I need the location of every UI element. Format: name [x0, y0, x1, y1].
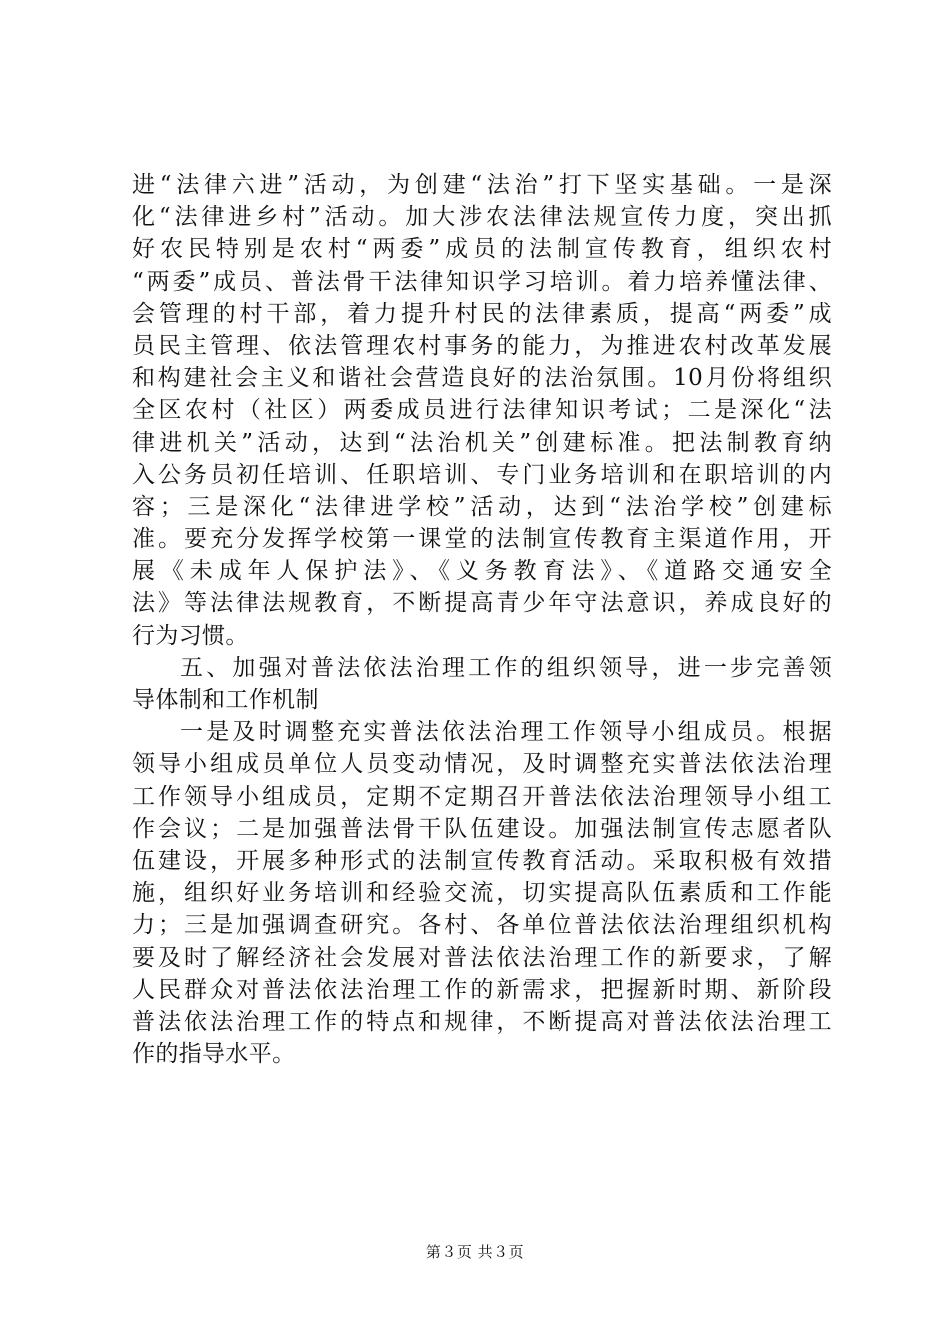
text-line: 伍建设，开展多种形式的法制宣传教育活动。采取积极有效措	[132, 847, 832, 874]
text-line: 要及时了解经济社会发展对普法依法治理工作的新要求，了解	[132, 944, 832, 971]
text-line: 一是及时调整充实普法依法治理工作领导小组成员。根据	[180, 719, 832, 746]
text-line: 作的指导水平。	[132, 1041, 296, 1068]
text-line: 会管理的村干部，着力提升村民的法律素质，提高“两委”成	[132, 300, 832, 327]
text-line: “两委”成员、普法骨干法律知识学习培训。着力培养懂法律、	[132, 268, 832, 295]
section-heading-line: 五、加强对普法依法治理工作的组织领导，进一步完善领	[180, 654, 832, 681]
text-line: 领导小组成员单位人员变动情况，及时调整充实普法依法治理	[132, 751, 832, 778]
page-number-footer: 第３页 共３页	[425, 1243, 525, 1261]
text-line: 容；三是深化“法律进学校”活动，达到“法治学校”创建标	[132, 493, 832, 520]
text-line: 作会议；二是加强普法骨干队伍建设。加强法制宣传志愿者队	[132, 815, 832, 842]
text-line: 力；三是加强调查研究。各村、各单位普法依法治理组织机构	[132, 912, 832, 939]
text-line: 施，组织好业务培训和经验交流，切实提高队伍素质和工作能	[132, 880, 832, 907]
document-body	[132, 169, 832, 1070]
text-line: 展《未成年人保护法》、《义务教育法》、《道路交通安全	[132, 558, 832, 585]
text-line: 律进机关”活动，达到“法治机关”创建标准。把法制教育纳	[132, 429, 832, 456]
text-line: 准。要充分发挥学校第一课堂的法制宣传教育主渠道作用，开	[132, 526, 832, 553]
text-line: 全区农村（社区）两委成员进行法律知识考试；二是深化“法	[132, 397, 832, 424]
text-line: 人民群众对普法依法治理工作的新需求，把握新时期、新阶段	[132, 976, 832, 1003]
text-line: 和构建社会主义和谐社会营造良好的法治氛围。10月份将组织	[132, 365, 832, 392]
text-line: 化“法律进乡村”活动。加大涉农法律法规宣传力度，突出抓	[132, 204, 832, 231]
text-line: 行为习惯。	[132, 622, 249, 649]
text-line: 普法依法治理工作的特点和规律，不断提高对普法依法治理工	[132, 1008, 832, 1035]
text-line: 员民主管理、依法管理农村事务的能力，为推进农村改革发展	[132, 332, 832, 359]
section-heading-line: 导体制和工作机制	[132, 687, 319, 713]
text-line: 进“法律六进”活动，为创建“法治”打下坚实基础。一是深	[132, 172, 832, 198]
text-line: 工作领导小组成员，定期不定期召开普法依法治理领导小组工	[132, 783, 832, 810]
text-line: 法》等法律法规教育，不断提高青少年守法意识，养成良好的	[132, 590, 832, 617]
text-line: 入公务员初任培训、任职培训、专门业务培训和在职培训的内	[132, 461, 832, 488]
text-line: 好农民特别是农村“两委”成员的法制宣传教育，组织农村	[132, 236, 832, 263]
